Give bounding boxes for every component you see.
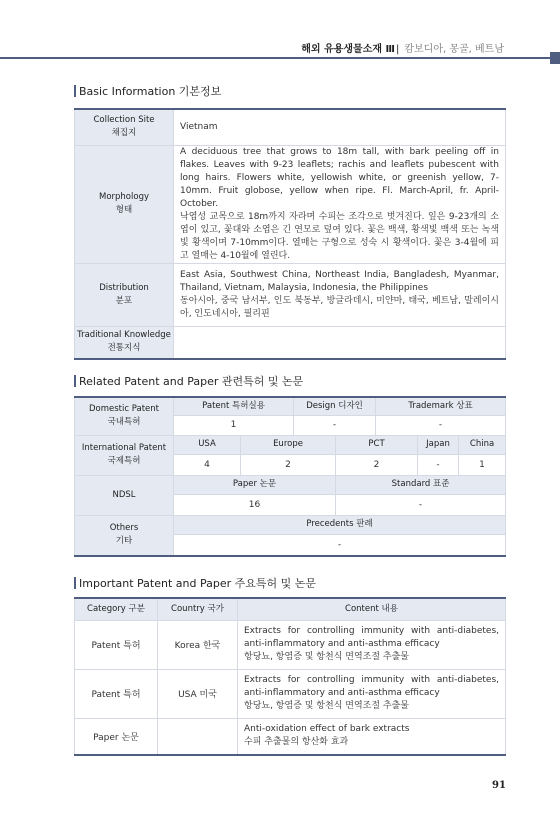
table-row xyxy=(75,326,506,359)
content-ko: 수피 추출물의 항산화 효과 xyxy=(244,737,349,748)
running-header xyxy=(0,37,560,59)
header-rule xyxy=(0,57,550,59)
domestic-header-patent: Patent 특허실용 xyxy=(174,397,294,415)
label-en: International Patent xyxy=(81,443,167,453)
important-header-content: Content 내용 xyxy=(238,598,506,620)
domestic-header-design: Design 디자인 xyxy=(294,397,376,415)
important-country: USA 미국 xyxy=(158,669,238,718)
intl-value-europe: 2 xyxy=(241,454,336,475)
morphology-text-ko: 낙엽성 교목으로 18m까지 자라며 수피는 조각으로 벗겨진다. 잎은 9-23개의 소엽이 있고, 꽃대와 소엽은 긴 연모로 덮여 있다. 꽃은 백색, 황색빛 백색 또는 녹색빛 황색이며 7-10mm이다. 열매는 구형으로 성숙 시 황색이다. 꽃은 3-4월에 피고 열매는 4-10월에 열린다. xyxy=(180,211,499,261)
table-row xyxy=(75,397,506,415)
ndsl-header-paper: Paper 논문 xyxy=(174,475,336,494)
ndsl-value-standard: - xyxy=(336,494,506,515)
label-ko: 기타 xyxy=(115,536,133,547)
intl-value-china: 1 xyxy=(459,454,506,475)
label-en: Morphology xyxy=(99,192,149,202)
label-ko: 형태 xyxy=(115,205,133,215)
content-en: Extracts for controlling immunity with anti-diabetes, anti-inflammatory and anti-asthma efficacy xyxy=(244,675,499,698)
heading-marker xyxy=(74,577,76,589)
domestic-value-design: - xyxy=(294,415,376,435)
related-heading xyxy=(74,373,303,389)
intl-header-japan: Japan xyxy=(418,435,459,454)
content-ko: 항당뇨, 항염증 및 항천식 면역조절 추출물 xyxy=(244,701,409,711)
intl-header-pct: PCT xyxy=(336,435,418,454)
distribution-text-en: East Asia, Southwest China, Northeast India, Bangladesh, Myanmar, Thailand, Vietnam, Malaysia, Indonesia, the Philippines xyxy=(180,269,499,293)
morphology-label xyxy=(75,145,174,263)
label-ko: 분포 xyxy=(115,295,133,306)
international-patent-label xyxy=(75,435,174,475)
important-header-country: Country 국가 xyxy=(158,598,238,620)
traditional-knowledge-value xyxy=(174,326,506,359)
heading-marker xyxy=(74,85,76,97)
collection-site-value: Vietnam xyxy=(174,109,506,145)
morphology-value xyxy=(174,145,506,263)
ndsl-label: NDSL xyxy=(75,475,174,515)
important-category: Patent 특허 xyxy=(75,669,158,718)
table-row xyxy=(75,620,506,669)
important-category: Patent 특허 xyxy=(75,620,158,669)
table-row xyxy=(75,435,506,454)
distribution-text-ko: 동아시아, 중국 남서부, 인도 북동부, 방글라데시, 미얀마, 태국, 베트남, 말레이시아, 인도네시아, 필리핀 xyxy=(180,295,499,319)
table-row xyxy=(75,109,506,145)
basic-info-table xyxy=(74,108,506,360)
ndsl-header-standard: Standard 표준 xyxy=(336,475,506,494)
header-subtitle: 캄보디아, 몽골, 베트남 xyxy=(404,44,504,55)
page-number: 91 xyxy=(492,780,506,791)
important-header-category: Category 구분 xyxy=(75,598,158,620)
label-en: Traditional Knowledge xyxy=(77,330,171,341)
important-table xyxy=(74,597,506,756)
important-country: Korea 한국 xyxy=(158,620,238,669)
important-content xyxy=(238,718,506,755)
traditional-knowledge-label xyxy=(75,326,174,359)
distribution-value xyxy=(174,263,506,326)
label-en: Others xyxy=(109,523,139,534)
domestic-patent-label xyxy=(75,397,174,435)
intl-header-usa: USA xyxy=(174,435,241,454)
basic-info-title: Basic Information 기본정보 xyxy=(79,85,222,98)
intl-header-china: China xyxy=(459,435,506,454)
others-value-precedents: - xyxy=(174,534,506,556)
table-row xyxy=(75,263,506,326)
intl-value-usa: 4 xyxy=(174,454,241,475)
table-row xyxy=(75,475,506,494)
label-en: Domestic Patent xyxy=(89,404,159,415)
header-title: 해외 유용생물소재 Ⅲ xyxy=(301,44,395,55)
related-table xyxy=(74,396,506,557)
table-row xyxy=(75,669,506,718)
distribution-label xyxy=(75,263,174,326)
others-header-precedents: Precedents 판례 xyxy=(174,515,506,534)
important-content xyxy=(238,620,506,669)
related-title: Related Patent and Paper 관련특허 및 논문 xyxy=(79,375,304,388)
collection-site-label xyxy=(75,109,174,145)
label-ko: 국제특허 xyxy=(107,456,141,466)
label-en: Distribution xyxy=(99,282,149,293)
others-label xyxy=(75,515,174,556)
important-title: Important Patent and Paper 주요특허 및 논문 xyxy=(79,577,316,590)
content-ko: 항당뇨, 항염증 및 항천식 면역조절 추출물 xyxy=(244,652,409,662)
label-ko: 전통지식 xyxy=(107,343,141,354)
label-en: Collection Site xyxy=(93,115,155,126)
header-text xyxy=(301,40,504,55)
domestic-value-patent: 1 xyxy=(174,415,294,435)
table-row xyxy=(75,515,506,534)
morphology-text-en: A deciduous tree that grows to 18m tall, with bark peeling off in flakes. Leaves with 9-23 leaflets; rachis and leaflets pubescent with long hairs. Flowers white, yellowish white, or greenish yellow, 7-10mm. Fruit globose, yellow when ripe. Fl. March-April, fr. April-October. xyxy=(180,146,499,209)
table-row xyxy=(75,718,506,755)
content-en: Anti-oxidation effect of bark extracts xyxy=(244,724,410,735)
intl-header-europe: Europe xyxy=(241,435,336,454)
ndsl-value-paper: 16 xyxy=(174,494,336,515)
intl-value-japan: - xyxy=(418,454,459,475)
content-en: Extracts for controlling immunity with anti-diabetes, anti-inflammatory and anti-asthma efficacy xyxy=(244,626,499,649)
header-tab-block xyxy=(550,52,560,64)
label-ko: 국내특허 xyxy=(107,417,141,428)
domestic-header-trademark: Trademark 상표 xyxy=(376,397,506,415)
important-heading xyxy=(74,575,316,591)
label-ko: 채집지 xyxy=(111,128,137,139)
table-row xyxy=(75,145,506,263)
heading-marker xyxy=(74,375,76,387)
basic-info-heading xyxy=(74,83,221,99)
table-row xyxy=(75,598,506,620)
header-separator: | xyxy=(395,44,400,55)
intl-value-pct: 2 xyxy=(336,454,418,475)
important-category: Paper 논문 xyxy=(75,718,158,755)
important-country xyxy=(158,718,238,755)
domestic-value-trademark: - xyxy=(376,415,506,435)
important-content xyxy=(238,669,506,718)
